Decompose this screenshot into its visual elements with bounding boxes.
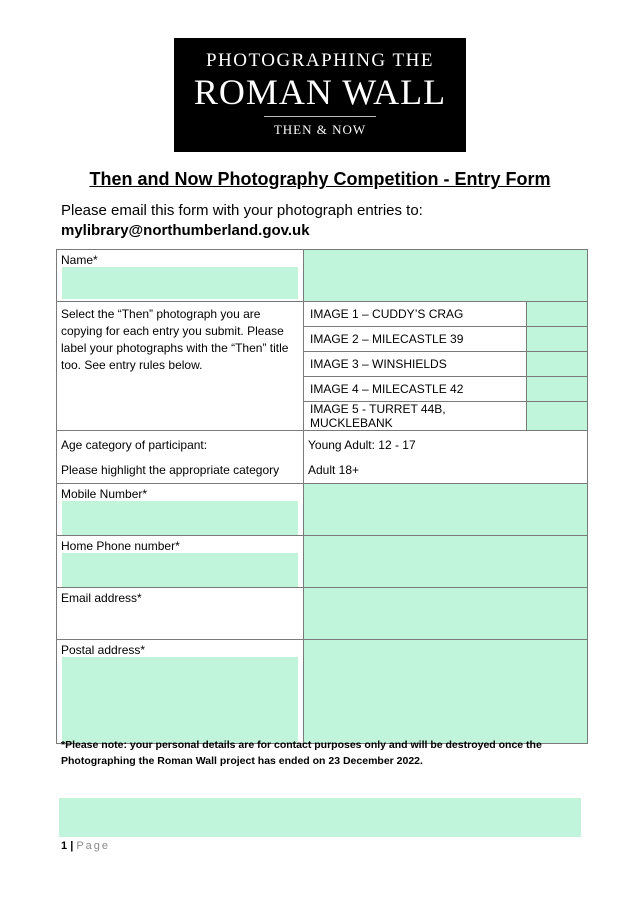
mobile-input[interactable]: [304, 484, 588, 536]
image-option: [304, 377, 587, 402]
image-option-label: IMAGE 3 – WINSHIELDS: [304, 352, 526, 377]
postal-field[interactable]: [62, 657, 298, 743]
image-option-select[interactable]: [526, 377, 587, 402]
age-row: [57, 431, 588, 484]
image-option-select[interactable]: [526, 402, 587, 431]
age-option-adult[interactable]: Adult 18+: [308, 463, 360, 477]
age-label: Age category of participant:: [61, 438, 208, 452]
home-phone-row: [57, 536, 588, 588]
mobile-label: Mobile Number*: [61, 487, 148, 501]
postal-row: [57, 640, 588, 744]
name-field[interactable]: [62, 267, 298, 299]
home-phone-field[interactable]: [62, 553, 298, 587]
home-phone-label: Home Phone number*: [61, 539, 180, 553]
email-label-cell: [57, 588, 304, 640]
mobile-row: [57, 484, 588, 536]
image-option-label: IMAGE 1 – CUDDY’S CRAG: [304, 302, 526, 327]
email-label: Email address*: [61, 591, 142, 605]
image-option: [304, 302, 587, 327]
page-word: Page: [76, 840, 111, 852]
age-option-young-adult[interactable]: Young Adult: 12 - 17: [308, 438, 416, 452]
email-input[interactable]: [304, 588, 588, 640]
image-option: [304, 327, 587, 352]
page-footer: [61, 840, 110, 852]
home-phone-input[interactable]: [304, 536, 588, 588]
image-select-row: [57, 302, 588, 431]
footer-separator: |: [70, 840, 74, 852]
postal-label: Postal address*: [61, 643, 146, 657]
image-option-select[interactable]: [526, 302, 587, 327]
privacy-note: *Please note: your personal details are for contact purposes only and will be destroyed once the Photographing the Roman Wall project has ended on 23 December 2022.: [61, 739, 542, 767]
logo-divider: [264, 116, 376, 117]
image-option-label: IMAGE 5 - TURRET 44B, MUCKLEBANK: [310, 402, 446, 430]
mobile-field[interactable]: [62, 501, 298, 535]
contact-email: mylibrary@northumberland.gov.uk: [61, 222, 310, 239]
highlight-bar: [59, 798, 581, 837]
mobile-label-cell: [57, 484, 304, 536]
postal-input[interactable]: [304, 640, 588, 744]
page-title: Then and Now Photography Competition - Entry Form: [89, 169, 551, 189]
name-row: [57, 250, 588, 302]
image-option: [304, 352, 587, 377]
image-option-label: IMAGE 2 – MILECASTLE 39: [304, 327, 526, 352]
logo-line-1: PHOTOGRAPHING THE: [205, 50, 434, 71]
name-label: Name*: [61, 253, 98, 267]
image-options-cell: [304, 302, 588, 431]
age-hint: Please highlight the appropriate category: [61, 463, 280, 477]
email-row: [57, 588, 588, 640]
entry-form-table: [56, 249, 588, 744]
image-option: [304, 402, 587, 431]
logo: [174, 38, 466, 152]
logo-line-3: THEN & NOW: [273, 122, 367, 137]
age-options-cell: [304, 431, 588, 484]
image-options: [304, 302, 587, 430]
image-option-select[interactable]: [526, 352, 587, 377]
age-label-cell: [57, 431, 304, 484]
logo-line-2: ROMAN WALL: [193, 72, 447, 112]
image-select-description: Select the “Then” photograph you are copying for each entry you submit. Please label your photographs with the “Then” title too. See entry rules below.: [57, 302, 304, 431]
postal-label-cell: [57, 640, 304, 744]
name-input[interactable]: [304, 250, 588, 302]
page-number: 1: [61, 840, 68, 852]
name-label-cell: [57, 250, 304, 302]
intro-text: Please email this form with your photograph entries to:: [61, 202, 423, 219]
home-phone-label-cell: [57, 536, 304, 588]
image-option-label: IMAGE 4 – MILECASTLE 42: [304, 377, 526, 402]
image-option-select[interactable]: [526, 327, 587, 352]
